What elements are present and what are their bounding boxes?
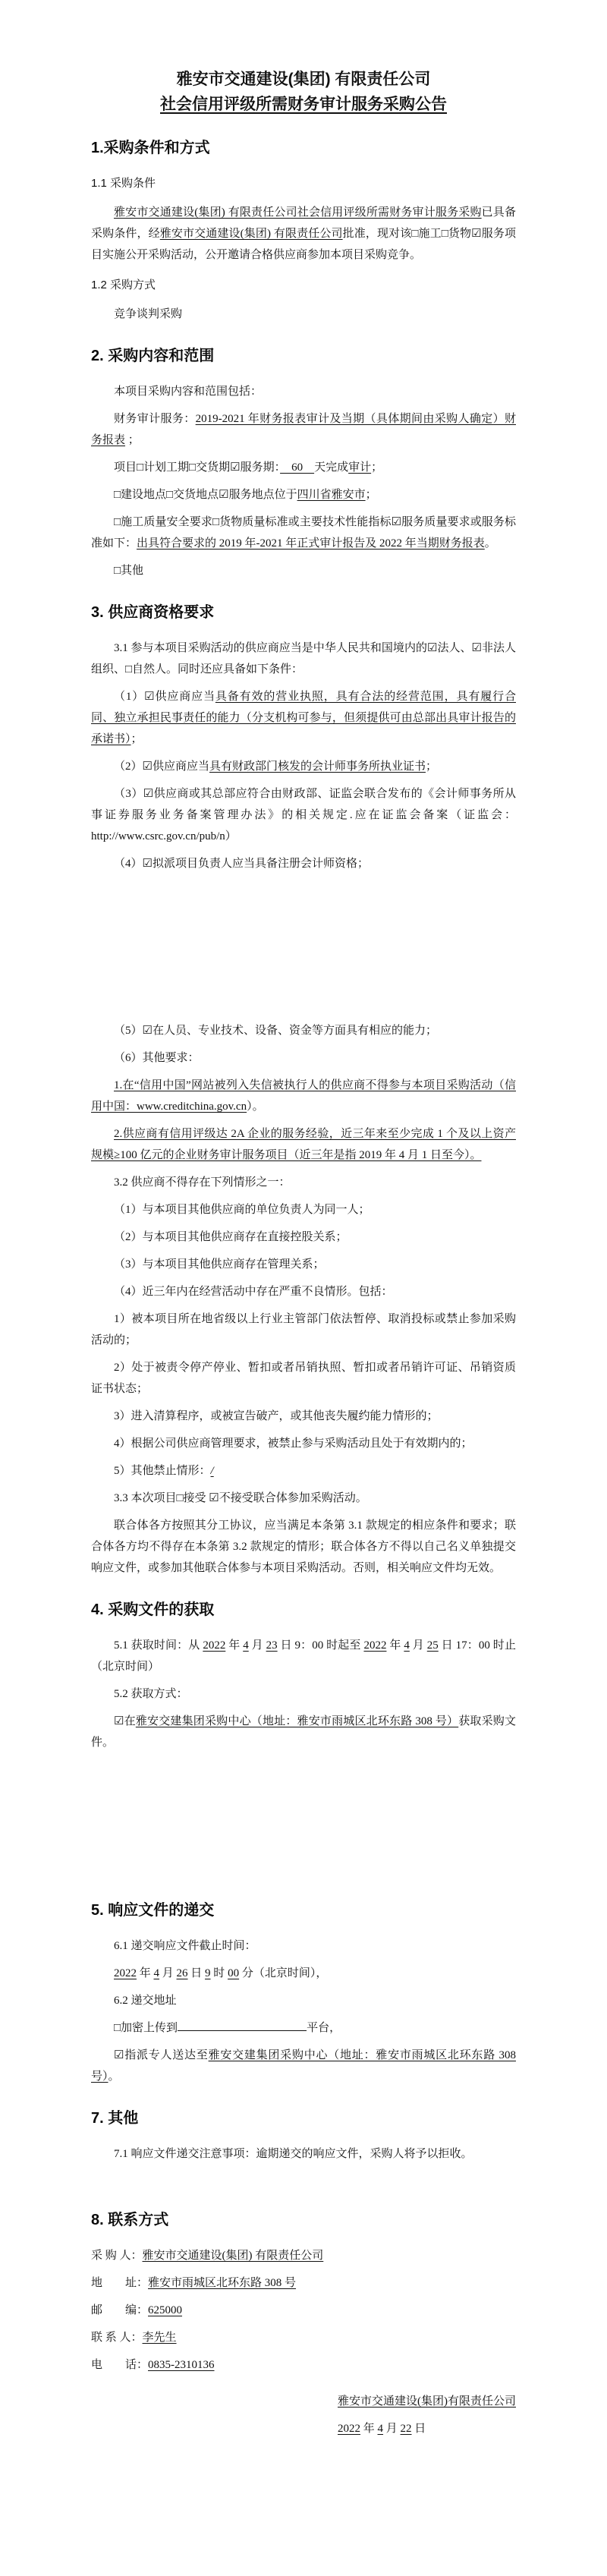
filled-in-text: 60 xyxy=(280,461,315,474)
filled-in-text: / xyxy=(210,1465,214,1477)
filled-in-text: 审计 xyxy=(348,461,372,474)
contact-person xyxy=(91,2327,516,2348)
text-segment: 5）其他禁止情形： xyxy=(114,1465,211,1477)
paragraph xyxy=(91,1172,516,1193)
filled-in-text: 雅安市交通建设(集团) 有限责任公司 xyxy=(142,2250,324,2262)
filled-in-text: 9 xyxy=(205,1967,211,1979)
paragraph xyxy=(91,1635,516,1677)
text-segment: 。 xyxy=(108,2071,120,2083)
paragraph xyxy=(91,2017,516,2039)
paragraph xyxy=(91,202,516,266)
text-segment: □其他 xyxy=(114,565,144,577)
paragraph xyxy=(91,1227,516,1248)
filled-in-text: 26 xyxy=(176,1967,188,1979)
text-segment: 5.2 获取方式： xyxy=(114,1688,188,1700)
text-segment: 联 系 人： xyxy=(91,2332,143,2344)
text-segment: 月 xyxy=(409,1639,427,1652)
paragraph xyxy=(91,638,516,680)
text-segment: 年 xyxy=(225,1639,244,1652)
text-segment: 地 址： xyxy=(91,2277,149,2289)
paragraph xyxy=(91,304,516,325)
filled-in-text: 00 xyxy=(228,1967,240,1979)
text-segment: □施工质量安全要求□货物质量标准或主要技术性能指标☑服务质量要求或服务标准如下： xyxy=(91,516,516,550)
text-segment: 3.1 参与本项目采购活动的供应商应当是中华人民共和国境内的☑法人、☑非法人组织、□自然人。同时还应具备如下条件： xyxy=(91,642,516,675)
paragraph xyxy=(91,2045,516,2087)
signature-block xyxy=(338,2391,516,2439)
paragraph xyxy=(91,1406,516,1427)
text-segment: 竞争谈判采购 xyxy=(114,308,183,320)
paragraph xyxy=(91,1047,516,1069)
text-segment: 。 xyxy=(484,537,496,550)
paragraph xyxy=(91,2143,516,2165)
text-segment: 3）进入清算程序，或被宣告破产，或其他丧失履约能力情形的； xyxy=(114,1410,439,1422)
text-segment: 月 xyxy=(159,1967,177,1979)
paragraph xyxy=(91,1460,516,1482)
section-heading: 8. 联系方式 xyxy=(91,2212,169,2228)
contact-postcode xyxy=(91,2300,516,2321)
text-segment: （4）近三年内在经营活动中存在严重不良情形。包括： xyxy=(114,1286,393,1298)
paragraph xyxy=(91,1254,516,1275)
paragraph xyxy=(91,1308,516,1351)
section-heading: 1.采购条件和方式 xyxy=(91,140,210,156)
text-segment: 3.3 本次项目□接受 ☑不接受联合体参加采购活动。 xyxy=(114,1492,367,1504)
filled-in-text: 1.在“信用中国”网站被列入失信被执行人的供应商不得参与本项目采购活动（信用中国：www.creditchina.gov.cn xyxy=(91,1079,516,1113)
text-segment: 6.2 递交地址 xyxy=(114,1995,177,2007)
filled-in-text: 2022 xyxy=(203,1639,226,1652)
filled-in-text: 雅安市交通建设(集团) 有限责任公司 xyxy=(159,228,343,240)
text-segment: 6.1 递交响应文件截止时间： xyxy=(114,1940,256,1952)
text-segment: （1）☑供应商应当 xyxy=(114,691,215,703)
text-segment: ； xyxy=(425,761,437,773)
text-segment: ）。 xyxy=(247,1101,264,1113)
paragraph xyxy=(91,1488,516,1509)
text-segment: 日 xyxy=(411,2423,426,2435)
text-segment: （2）☑供应商应当 xyxy=(114,761,209,773)
paragraph xyxy=(91,1020,516,1041)
paragraph xyxy=(91,560,516,581)
paragraph xyxy=(91,1935,516,1957)
paragraph xyxy=(91,853,516,874)
text-segment: 本项目采购内容和范围包括： xyxy=(114,386,263,398)
filled-in-text: 雅安市雨城区北环东路 308 号 xyxy=(148,2277,297,2289)
filled-in-text: 2019-2021 年财务报表审计及当期（具体期间由采购人确定）财务报表 xyxy=(91,413,516,446)
document-title xyxy=(91,67,516,117)
paragraph xyxy=(91,381,516,402)
filled-in-text: 雅安市交通建设(集团)有限责任公司 xyxy=(338,2395,516,2408)
paragraph xyxy=(91,512,516,554)
text-segment: （3）与本项目其他供应商存在管理关系； xyxy=(114,1258,325,1271)
paragraph xyxy=(91,484,516,505)
text-segment: （3）☑供应商或其总部应符合由财政部、证监会联合发布的《会计师事务所从事证券服务业务备案管理办法》的相关规定.应在证监会备案（证监会：http://www.csrc.gov.cn/pub/n） xyxy=(91,788,516,842)
text-segment: 日 xyxy=(187,1967,206,1979)
fill-in-blank xyxy=(178,2019,307,2031)
text-segment: （5）☑在人员、专业技术、设备、资金等方面具有相应的能力； xyxy=(114,1025,437,1037)
text-segment: 项目□计划工期□交货期☑服务期： xyxy=(114,461,281,474)
filled-in-text: 2022 xyxy=(338,2423,360,2435)
filled-in-text: 23 xyxy=(266,1639,278,1652)
text-segment: 已具备采购条件，经 xyxy=(91,206,516,240)
text-segment: （6）其他要求： xyxy=(114,1052,200,1064)
text-segment: ； xyxy=(371,461,383,474)
filled-in-text: 雅安交建集团采购中心（地址：雅安市雨城区北环东路 308 号） xyxy=(135,1715,459,1727)
text-segment: 7.1 响应文件递交注意事项：逾期递交的响应文件，采购人将予以拒收。 xyxy=(114,2148,473,2160)
text-segment: 4）根据公司供应商管理要求，被禁止参与采购活动且处于有效期内的； xyxy=(114,1438,473,1450)
text-segment: 3.2 供应商不得存在下列情形之一： xyxy=(114,1176,291,1189)
text-segment: 邮 编： xyxy=(91,2304,149,2316)
signature-line xyxy=(338,2418,516,2439)
filled-in-text: 4 xyxy=(153,1967,160,1979)
filled-in-text: 2.供应商有信用评级达 2A 企业的服务经验，近三年来至少完成 1 个及以上资产规模≥100 亿元的企业财务审计服务项目（近三年是指 2019 年 4 月 1 日至今）。 xyxy=(91,1128,516,1161)
text-segment: （2）与本项目其他供应商存在直接控股关系； xyxy=(114,1231,348,1243)
text-segment: 电 话： xyxy=(91,2359,149,2371)
paragraph xyxy=(91,783,516,847)
paragraph xyxy=(91,1281,516,1302)
text-segment: 年 xyxy=(137,1967,154,1979)
text-segment: 5.1 获取时间：从 xyxy=(114,1639,203,1652)
filled-in-text: 0835-2310136 xyxy=(148,2359,215,2371)
filled-in-text: 出具符合要求的 2019 年-2021 年正式审计报告及 2022 年当期财务报表 xyxy=(137,537,485,550)
paragraph xyxy=(91,1711,516,1753)
filled-in-text: 具备有效的营业执照，具有合法的经营范围，具有履行合同、独立承担民事责任的能力（分支机构可参与，但须提供可由总部出具审计报告的承诺书） xyxy=(91,691,516,745)
paragraph xyxy=(91,1515,516,1579)
text-segment: ☑在 xyxy=(114,1715,136,1727)
section-heading: 2. 采购内容和范围 xyxy=(91,348,215,364)
contact-phone xyxy=(91,2354,516,2376)
filled-in-text: 2022 xyxy=(363,1639,387,1652)
paragraph xyxy=(91,1990,516,2011)
paragraph xyxy=(91,1075,516,1117)
text-segment: ☑指派专人送达至 xyxy=(114,2049,209,2061)
paragraph xyxy=(91,686,516,750)
contact-purchaser xyxy=(91,2245,516,2266)
subsection-heading: 1.2 采购方式 xyxy=(91,279,156,291)
paragraph xyxy=(91,1683,516,1705)
filled-in-text: 雅安交建集团采购中心（地址：雅安市雨城区北环东路 308 号） xyxy=(91,2049,516,2083)
paragraph xyxy=(91,457,516,478)
filled-in-text: 4 xyxy=(377,2423,384,2435)
section-heading: 7. 其他 xyxy=(91,2110,139,2127)
text-segment: 批准，现对该□施工□货物☑服务项目实施公开采购活动，公开邀请合格供应商参加本项目采购竞争。 xyxy=(91,228,516,261)
text-segment: 月 xyxy=(383,2423,401,2435)
text-segment: 日 9：00 时起至 xyxy=(277,1639,364,1652)
paragraph xyxy=(91,1963,516,1984)
paragraph xyxy=(91,1357,516,1400)
filled-in-text: 具有财政部门核发的会计师事务所执业证书 xyxy=(209,761,426,773)
document-body xyxy=(91,137,516,2439)
text-segment: ； xyxy=(365,489,377,501)
document-title-line-1: 雅安市交通建设(集团) 有限责任公司 xyxy=(176,71,431,88)
text-segment: 获取采购文件。 xyxy=(91,1715,516,1749)
text-segment: 分（北京时间）， xyxy=(239,1967,328,1979)
section-heading: 3. 供应商资格要求 xyxy=(91,604,215,621)
subsection-heading: 1.1 采购条件 xyxy=(91,177,156,190)
text-segment: ； xyxy=(131,733,143,745)
filled-in-text: 25 xyxy=(426,1639,439,1652)
paragraph xyxy=(91,1123,516,1166)
paragraph xyxy=(91,408,516,451)
section-heading: 4. 采购文件的获取 xyxy=(91,1601,215,1618)
paragraph xyxy=(91,1199,516,1220)
filled-in-text: 4 xyxy=(404,1639,410,1652)
contact-address xyxy=(91,2272,516,2294)
text-segment: 天完成 xyxy=(314,461,349,474)
text-segment: （1）与本项目其他供应商的单位负责人为同一人； xyxy=(114,1204,370,1216)
signature-line xyxy=(338,2391,516,2412)
text-segment: 2）处于被责令停产停业、暂扣或者吊销执照、暂扣或者吊销许可证、吊销资质证书状态； xyxy=(91,1362,516,1395)
paragraph xyxy=(91,1433,516,1454)
text-segment: 财务审计服务： xyxy=(114,413,196,425)
text-segment: ； xyxy=(125,434,140,446)
text-segment: 1）被本项目所在地省级以上行业主管部门依法暂停、取消投标或禁止参加采购活动的； xyxy=(91,1313,516,1346)
filled-in-text: 李先生 xyxy=(142,2332,177,2344)
text-segment: 年 xyxy=(386,1639,404,1652)
filled-in-text: 22 xyxy=(400,2423,412,2435)
filled-in-text: 四川省雅安市 xyxy=(297,489,366,501)
filled-in-text: 4 xyxy=(243,1639,249,1652)
text-segment: 月 xyxy=(248,1639,266,1652)
filled-in-text: 雅安市交通建设(集团) 有限责任公司社会信用评级所需财务审计服务采购 xyxy=(114,206,482,219)
filled-in-text: 2022 xyxy=(114,1967,137,1979)
document-title-line-2: 社会信用评级所需财务审计服务采购公告 xyxy=(160,96,447,113)
text-segment: □加密上传到 xyxy=(114,2022,178,2034)
text-segment: 采 购 人： xyxy=(91,2250,143,2262)
text-segment: 时 xyxy=(210,1967,228,1979)
filled-in-text: 625000 xyxy=(148,2304,183,2316)
text-segment: □建设地点□交货地点☑服务地点位于 xyxy=(114,489,297,501)
text-segment: 平台， xyxy=(307,2022,341,2034)
text-segment: 年 xyxy=(360,2423,378,2435)
text-segment: 联合体各方按照其分工协议，应当满足本条第 3.1 款规定的相应条件和要求；联合体各方均不得存在本条第 3.2 款规定的情形；联合体各方不得以自己名义单独提交响应文件，或参加其他联合体参与本项目采购活动。否则，相关响应文件均无效。 xyxy=(91,1519,516,1574)
section-heading: 5. 响应文件的递交 xyxy=(91,1902,215,1919)
text-segment: 日 17：00 时止（北京时间） xyxy=(91,1639,516,1673)
text-segment: （4）☑拟派项目负责人应当具备注册会计师资格； xyxy=(114,858,369,870)
paragraph xyxy=(91,756,516,777)
